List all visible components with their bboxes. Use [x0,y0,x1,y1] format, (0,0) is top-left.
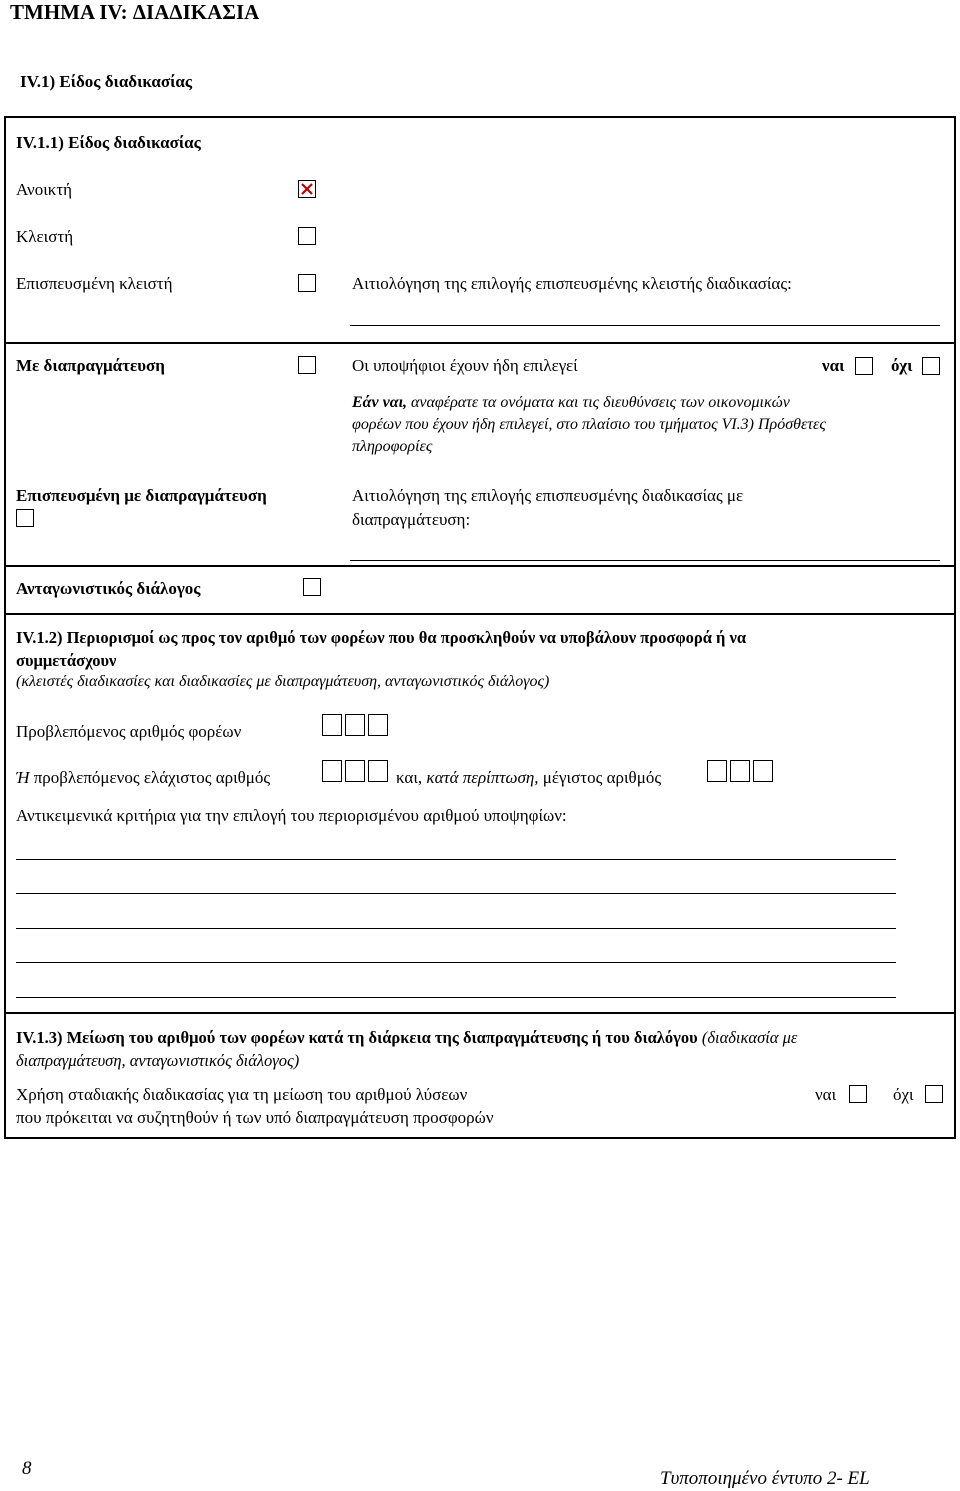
restricted-checkbox[interactable] [298,227,316,245]
accelerated-restricted-justification-line[interactable] [350,325,940,326]
candidates-selected-no-checkbox[interactable] [922,357,940,375]
negotiated-label: Με διαπραγμάτευση [16,356,165,375]
or-italic: Ή [16,768,30,787]
divider [4,613,956,615]
candidates-selected-yes-label: ναι [822,356,845,375]
recourse-yes-checkbox[interactable] [849,1085,867,1103]
recourse-no-checkbox[interactable] [925,1085,943,1103]
candidates-selected-yes-checkbox[interactable] [855,357,873,375]
section-title: ΤΜΗΜΑ IV: ΔΙΑΔΙΚΑΣΙΑ [10,0,260,24]
divider [4,342,956,344]
criteria-line-2[interactable] [16,893,896,894]
competitive-dialogue-checkbox[interactable] [303,578,321,596]
accelerated-negotiated-justification-2: διαπραγμάτευση: [352,510,471,529]
negotiated-checkbox[interactable] [298,356,316,374]
section-iv13-heading-bold: IV.1.3) Μείωση του αριθμού των φορέων κατά τη διάρκεια της διαπραγμάτευσης ή του διαλόγου [16,1028,698,1047]
recourse-line-1: Χρήση σταδιακής διαδικασίας για τη μείωση του αριθμού λύσεων [16,1085,468,1104]
criteria-line-3[interactable] [16,928,896,929]
max-number-label [396,768,661,788]
min-number-digit-2[interactable] [345,760,365,782]
section-iv12-heading-1: IV.1.2) Περιορισμοί ως προς τον αριθμό των φορέων που θα προσκληθούν να υποβάλουν προσφορά ή να [16,628,747,647]
max-number-digit-2[interactable] [730,760,750,782]
check-x-icon [300,182,314,196]
candidates-selected-label: Οι υποψήφιοι έχουν ήδη επιλεγεί [352,356,578,375]
page-number: 8 [22,1458,32,1479]
section-iv13-heading-1 [16,1028,797,1048]
accelerated-negotiated-justification-1: Αιτιολόγηση της επιλογής επισπευσμένης διαδικασίας με [352,486,744,505]
min-number-digit-1[interactable] [322,760,342,782]
criteria-line-1[interactable] [16,859,896,860]
if-yes-line-1 [352,394,790,412]
section-iv13-heading-2: διαπραγμάτευση, ανταγωνιστικός διάλογος) [16,1051,300,1070]
section-iv11-heading: IV.1.1) Είδος διαδικασίας [16,133,201,152]
criteria-line-4[interactable] [16,962,896,963]
envisaged-number-digit-3[interactable] [368,714,388,736]
accelerated-negotiated-label: Επισπευσμένη με διαπραγμάτευση [16,486,267,505]
accelerated-restricted-justification-label: Αιτιολόγηση της επιλογής επισπευσμένης κλειστής διαδικασίας: [352,274,792,293]
max-number-text: μέγιστος αριθμός [538,768,662,787]
min-number-digit-3[interactable] [368,760,388,782]
restricted-label: Κλειστή [16,227,74,246]
section-iv1-heading: IV.1) Είδος διαδικασίας [20,72,193,91]
if-yes-line-2: φορέων που έχουν ήδη επιλεγεί, στο πλαίσιο του τμήματος VI.3) Πρόσθετες [352,416,826,433]
divider [4,1012,956,1014]
candidates-selected-no-label: όχι [891,356,913,375]
accelerated-negotiated-checkbox[interactable] [16,509,34,527]
accelerated-restricted-label: Επισπευσμένη κλειστή [16,274,173,293]
open-checkbox[interactable] [298,180,316,198]
accelerated-negotiated-justification-line[interactable] [350,560,940,561]
where-applicable-text: κατά περίπτωση, [426,768,539,787]
and-text: και, [396,768,427,787]
competitive-dialogue-label: Ανταγωνιστικός διάλογος [16,579,201,598]
recourse-yes-label: ναι [815,1085,837,1104]
recourse-no-label: όχι [893,1085,914,1104]
divider [4,565,956,567]
if-yes-line-3: πληροφορίες [352,438,433,455]
envisaged-number-digit-2[interactable] [345,714,365,736]
min-number-text: προβλεπόμενος ελάχιστος αριθμός [29,768,271,787]
criteria-line-5[interactable] [16,997,896,998]
recourse-line-2: που πρόκειται να συζητηθούν ή των υπό διαπραγμάτευση προσφορών [16,1108,494,1127]
open-label: Ανοικτή [16,180,73,199]
envisaged-number-digit-1[interactable] [322,714,342,736]
section-iv12-subheading: (κλειστές διαδικασίες και διαδικασίες με διαπραγμάτευση, ανταγωνιστικός διάλογος) [16,673,550,690]
envisaged-number-label: Προβλεπόμενος αριθμός φορέων [16,722,242,741]
min-number-label [16,768,270,788]
accelerated-restricted-checkbox[interactable] [298,274,316,292]
section-iv12-heading-2: συμμετάσχουν [16,651,117,670]
max-number-digit-3[interactable] [753,760,773,782]
criteria-label: Αντικειμενικά κριτήρια για την επιλογή του περιορισμένου αριθμού υποψηφίων: [16,806,567,825]
if-yes-rest: αναφέρατε τα ονόματα και τις διευθύνσεις των οικονομικών [407,394,790,411]
max-number-digit-1[interactable] [707,760,727,782]
form-name: Τυποποιημένο έντυπο 2- EL [660,1468,870,1489]
if-yes-bold: Εάν ναι, [352,394,408,411]
section-iv13-heading-italic: (διαδικασία με [697,1028,798,1047]
